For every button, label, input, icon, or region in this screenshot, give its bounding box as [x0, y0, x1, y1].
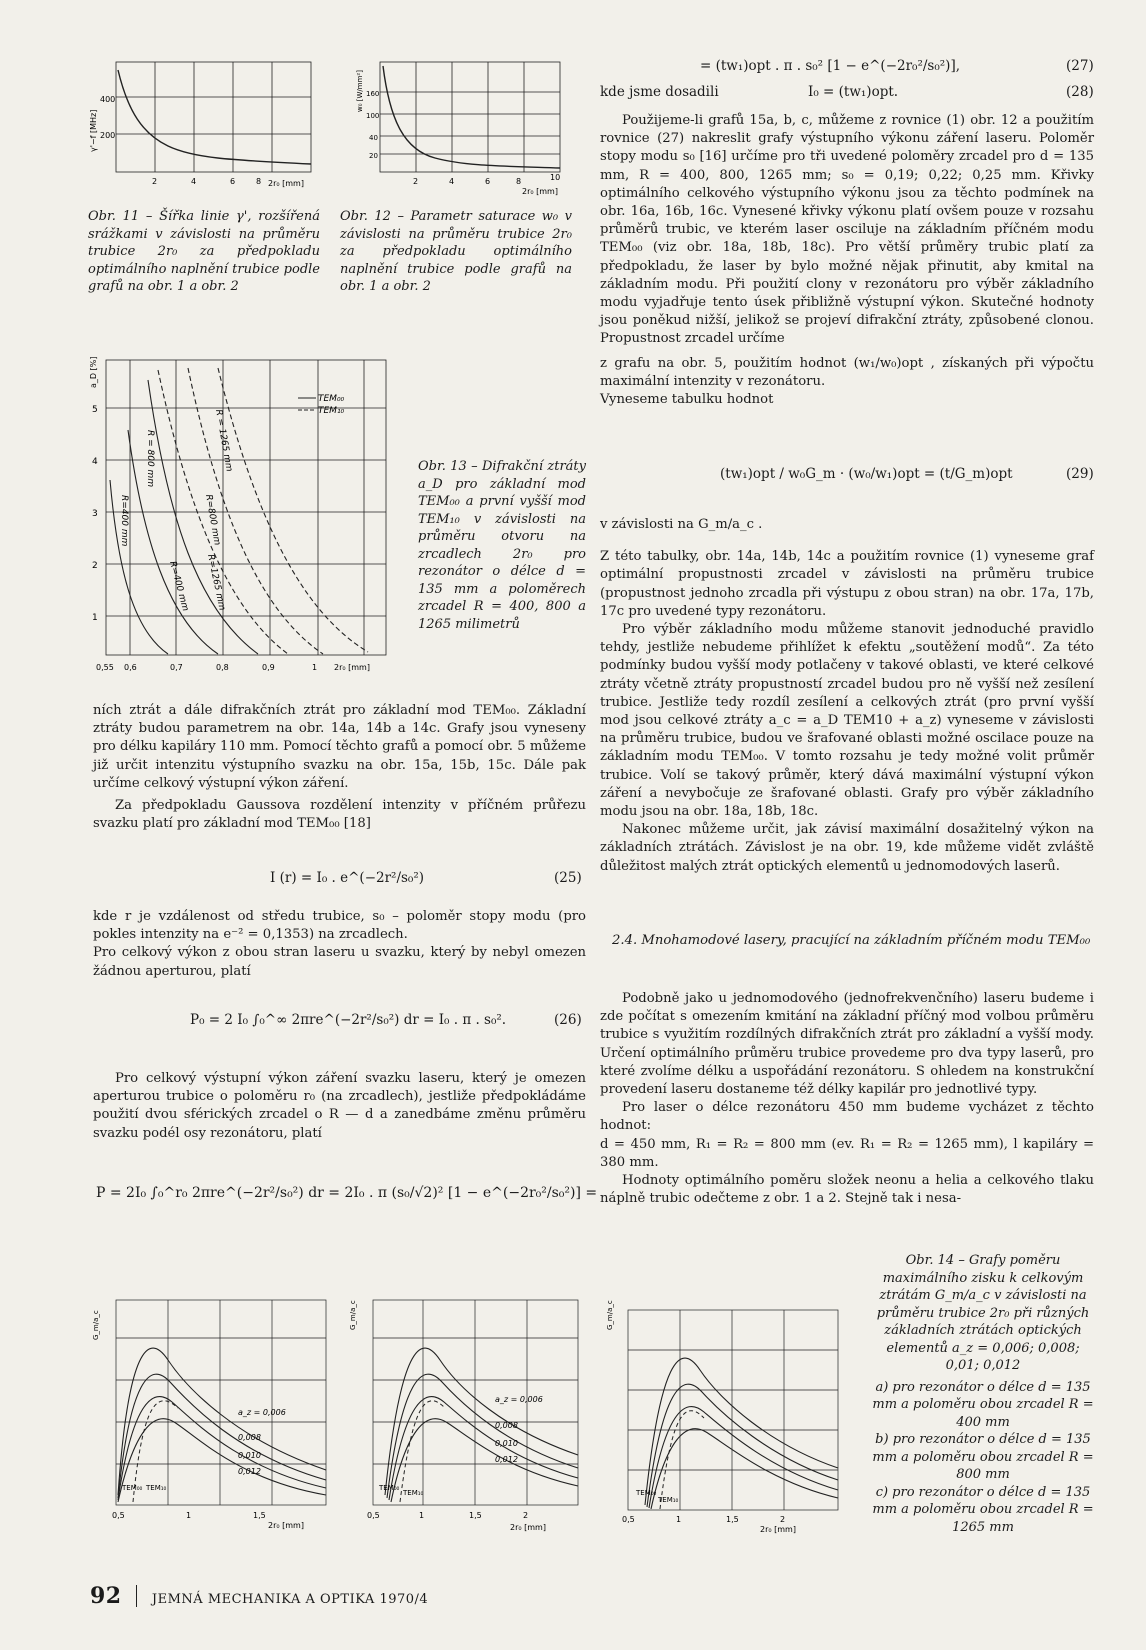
journal-name: JEMNÁ MECHANIKA A OPTIKA 1970/4 [151, 1592, 429, 1607]
figure-14b [345, 1290, 590, 1535]
equation-26: P₀ = 2 I₀ ∫₀^∞ 2πre^(−2r²/s₀²) dr = I₀ . π . s₀². [190, 1012, 507, 1028]
fig13-ytick: 2 [92, 561, 98, 571]
fig11-xtick: 8 [256, 177, 262, 186]
fig14b-series: 0,008 [495, 1421, 518, 1430]
fig14b-xtick: 2 [523, 1511, 529, 1520]
fig14a-ylabel: G_m/a_c [92, 1310, 100, 1340]
fig14-caption-item: a) pro rezonátor o délce d = 135 mm a poloměru obou zrcadel R = 400 mm [872, 1379, 1094, 1430]
fig11-ylabel: γ'−f [MHz] [89, 109, 98, 152]
fig11-xtick: 6 [230, 177, 236, 186]
fig11-xtick: 2 [152, 177, 158, 186]
fig14a-xtick: 0,5 [112, 1511, 125, 1520]
paragraph: v závislosti na G_m/a_c . [600, 517, 763, 532]
fig14a-mode: TEM₀₀ [122, 1484, 143, 1492]
fig14c-xtick: 2 [780, 1515, 786, 1524]
fig13-legend-tem00: TEM₀₀ [318, 394, 345, 404]
fig14b-xtick: 1,5 [469, 1511, 482, 1520]
fig12-ytick: 20 [369, 152, 378, 160]
fig14a-xtick: 1 [186, 1511, 192, 1520]
fig13-curve-label: R = 800 mm [145, 430, 155, 488]
fig13-curve-label: R=400 mm [119, 495, 129, 547]
fig13-xtick: 1 [312, 663, 318, 672]
paragraph: z grafu na obr. 5, použitím hodnot (w₁/w₀)opt , získaných při výpočtu maximální intenzity v rezonátoru. [600, 355, 1094, 389]
fig12-xtick: 2 [413, 177, 419, 186]
page-footer [90, 1583, 428, 1609]
fig14a-series: 0,012 [238, 1467, 261, 1476]
paragraph: Za předpokladu Gaussova rozdělení intenzity v příčném průřezu svazku platí pro základní mod TEM₀₀ [18] [93, 798, 586, 832]
fig13-ytick: 1 [92, 613, 98, 623]
fig14b-series: 0,010 [495, 1439, 518, 1448]
equation-number: (29) [1066, 466, 1094, 482]
left-column-2 [93, 908, 586, 981]
fig14a-mode: TEM₁₀ [146, 1484, 167, 1492]
page-number: 92 [90, 1583, 122, 1609]
figure-12 [350, 52, 590, 202]
fig14c-mode: TEM₁₀ [658, 1496, 679, 1504]
fig13-xtick: 0,8 [216, 663, 229, 672]
paragraph: Vyneseme tabulku hodnot [600, 392, 774, 408]
paragraph: ních ztrát a dále difrakčních ztrát pro základní mod TEM₀₀. Základní ztráty budou parametrem na obr. 14a, 14b a 14c. Grafy jsou vyneseny pro délku kapiláry 110 mm. Pomocí těchto grafů a pomocí obr. 5 můžeme již určit intenzitu výstupního svazku na obr. 15a, 15b, 15c. Dále pak určíme celkový výstupní výkon záření. [93, 703, 586, 791]
paragraph: Pro výběr základního modu můžeme stanovit jednoduché pravidlo tehdy, jestliže nebudeme přihlížet k efektu „soutěžení modů“. Za této podmínky budou vyšší mody potlačeny v takové oblasti, ve které celkové ztráty včetně ztráty propustností zrcadel budou pro ně vyšší než zesílení trubice. Jestliže tedy rozdíl zesílení a celkových ztrát (pro první vyšší mod jsou celkové ztráty a_c = a_D TEM10 + a_z) vyneseme v závislosti na průměru trubice, budou ve šrafované oblasti možné oscilace pouze na základním modu TEM₀₀. V tomto rozsahu je tedy možné volit průměr trubice. Volí se takový průměr, který dává maximální výstupní výkon záření a nevybočuje ze šrafované oblasti. Grafy pro výběr základního modu jsou na obr. 18a, 18b, 18c. [600, 622, 1094, 820]
fig11-ytick: 400 [100, 95, 116, 104]
right-column-3 [600, 990, 1094, 1208]
fig13-xtick: 0,9 [262, 663, 275, 672]
paragraph: Pro celkový výkon z obou stran laseru u svazku, který by nebyl omezen žádnou aperturou, platí [93, 945, 586, 979]
equation-28-label: kde jsme dosadili [600, 84, 719, 100]
fig12-xlabel: 2r₀ [mm] [522, 187, 558, 196]
equation-number: (25) [554, 870, 582, 886]
fig14c-ylabel: G_m/a_c [606, 1300, 614, 1330]
paragraph: kde r je vzdálenost od středu trubice, s₀ – poloměr stopy modu (pro pokles intenzity na e⁻² = 0,1353) na zrcadlech. [93, 909, 586, 943]
footer-divider [136, 1585, 137, 1607]
fig12-ytick: 100 [366, 112, 380, 120]
fig14b-xtick: 0,5 [367, 1511, 380, 1520]
fig12-ylabel: w₀ [W/mm²] [356, 70, 364, 112]
equation-25: I (r) = I₀ . e^(−2r²/s₀²) [270, 870, 425, 886]
fig14b-series: 0,012 [495, 1455, 518, 1464]
paragraph: Hodnoty optimálního poměru složek neonu a helia a celkového tlaku náplně trubic odečteme z obr. 1 a 2. Stejně tak i nesa- [600, 1173, 1094, 1207]
equation-p: P = 2I₀ ∫₀^r₀ 2πre^(−2r²/s₀²) dr = 2I₀ . π (s₀/√2)² [1 − e^(−2r₀²/s₀²)] = [96, 1185, 598, 1201]
figure-11 [88, 52, 328, 202]
fig14-caption-item: c) pro rezonátor o délce d = 135 mm a poloměru obou zrcadel R = 1265 mm [872, 1484, 1094, 1535]
fig14b-ylabel: G_m/a_c [349, 1300, 357, 1330]
fig13-xtick: 0,6 [124, 663, 137, 672]
fig14c-xlabel: 2r₀ [mm] [760, 1525, 796, 1534]
left-column [93, 702, 586, 833]
paragraph: d = 450 mm, R₁ = R₂ = 800 mm (ev. R₁ = R₂ = 1265 mm), l kapiláry = 380 mm. [600, 1136, 1094, 1170]
paragraph: Pro laser o délce rezonátoru 450 mm budeme vycházet z těchto hodnot: [600, 1100, 1094, 1134]
fig13-ytick: 4 [92, 457, 98, 467]
paragraph: Nakonec můžeme určit, jak závisí maximální dosažitelný výkon na základních ztrátách. Závislost je na obr. 19, kde můžeme vidět zvláště důležitost malých ztrát optických elementů u jednomodových laserů. [600, 822, 1094, 874]
fig13-xtick: 0,55 [96, 663, 114, 672]
paragraph: Podobně jako u jednomodového (jednofrekvenčního) laseru budeme i zde počítat s omezením kmitání na základní příčný mod volbou průměru trubice s využitím rozdílných difrakčních ztrát pro základní a vyšší mody. Určení optimálního průměru trubice provedeme pro dva typy laserů, pro které zvolíme délku a uspořádání rezonátoru. S ohledem na konstrukční provedení laseru dostaneme též délky kapilár pro jednotlivé typy. [600, 991, 1094, 1098]
fig13-curve-label: R = 1265 mm [213, 408, 234, 473]
fig14c-mode: TEM₀₀ [636, 1489, 657, 1497]
fig14a-series: a_z = 0,006 [238, 1408, 286, 1417]
figure-14a [88, 1290, 338, 1535]
fig12-ytick: 160 [366, 90, 380, 98]
fig13-xtick: 0,7 [170, 663, 183, 672]
fig14b-xlabel: 2r₀ [mm] [510, 1523, 546, 1532]
fig14c-xtick: 1,5 [726, 1515, 739, 1524]
paragraph: Pro celkový výstupní výkon záření svazku laseru, který je omezen aperturou trubice o poloměru r₀ (na zrcadlech), jestliže předpokládáme použití dvou sférických zrcadel o R — d a zanedbáme změnu průměru svazku podél osy rezonátoru, platí [93, 1071, 586, 1141]
fig14-caption-item: b) pro rezonátor o délce d = 135 mm a poloměru obou zrcadel R = 800 mm [872, 1432, 1094, 1482]
fig13-ytick: 5 [92, 405, 98, 415]
paragraph: Použijeme-li grafů 15a, b, c, můžeme z rovnice (1) obr. 12 a použitím rovnice (27) nakreslit grafy výstupního výkonu záření laseru. Poloměr stopy modu s₀ [16] určíme pro tři uvedené poloměry zrcadel pro d = 135 mm, R = 400, 800, 1265 mm; s₀ = 0,19; 0,22; 0,25 mm. Křivky optimálního celkového výstupního výkonu jsou za těchto podmínek na obr. 16a, 16b, 16c. Vynesené křivky výkonu platí ovšem pouze v rozsahu průměrů trubic, ve kterém laser osciluje na základním příčném modu TEM₀₀ (viz obr. 18a, 18b, 18c). Pro větší průměry trubic platí za předpokladu, že laser by bylo možné nějak přinutit, aby kmital na základním modu. Při použití clony v rezonátoru pro výběr základního modu vyjadřuje tento úsek přibližně výstupní výkon. Skutečné hodnoty jsou poněkud nižší, jelikož se projeví difrakční ztráty, způsobené clonou. Propustnost zrcadel určíme [600, 113, 1094, 347]
fig12-xtick: 4 [449, 177, 455, 186]
fig14a-series: 0,010 [238, 1451, 261, 1460]
fig11-xlabel: 2r₀ [mm] [268, 179, 304, 188]
fig11-caption: Obr. 11 – Šířka linie γ', rozšířená srážkami v závislosti na průměru trubice 2r₀ za předpokladu optimálního naplnění trubice podle grafů na obr. 1 a obr. 2 [88, 209, 320, 294]
fig13-ytick: 3 [92, 509, 98, 519]
fig14-caption-title: Obr. 14 – Grafy poměru maximálního zisku k celkovým ztrátám G_m/a_c v závislosti na průměru trubice 2r₀ při různých základních ztrátách optických elementů a_z = 0,006; 0,008; 0,01; 0,012 [876, 1253, 1090, 1373]
fig12-xtick: 10 [550, 173, 561, 182]
fig14a-xtick: 1,5 [253, 1511, 266, 1520]
equation-number: (28) [1066, 84, 1094, 100]
equation-28: I₀ = (tw₁)opt. [808, 84, 899, 100]
equation-29: (tw₁)opt / w₀G_m · (w₀/w₁)opt = (t/G_m)opt [720, 466, 1013, 482]
fig14b-xtick: 1 [419, 1511, 425, 1520]
fig13-curve-label: R=800 mm [203, 493, 222, 547]
fig13-curve-label: R=400 mm [167, 560, 191, 613]
fig14b-series: a_z = 0,006 [495, 1395, 543, 1404]
fig14c-xtick: 0,5 [622, 1515, 635, 1524]
fig13-ylabel: a_D [%] [89, 356, 98, 388]
paragraph: Z této tabulky, obr. 14a, 14b, 14c a použitím rovnice (1) vyneseme graf optimální propustnosti zrcadel v závislosti na průměru trubice (propustnost jednoho zrcadla při výstupu z obou stran) na obr. 17a, 17b, 17c pro uvedené typy rezonátoru. [600, 549, 1094, 619]
fig13-legend-tem10: TEM₁₀ [318, 406, 345, 416]
fig12-xtick: 8 [516, 177, 522, 186]
fig13-caption: Obr. 13 – Difrakční ztráty a_D pro základní mod TEM₀₀ a první vyšší mod TEM₁₀ v závislosti na průměru otvoru na zrcadlech 2r₀ pro rezonátor o délce d = 135 mm a poloměrech zrcadel R = 400, 800 a 1265 milimetrů [418, 459, 586, 632]
fig11-ytick: 200 [100, 131, 116, 140]
fig12-caption: Obr. 12 – Parametr saturace w₀ v závislosti na průměru trubice 2r₀ za předpokladu optimálního naplnění trubice podle grafů na obr. 1 a obr. 2 [340, 209, 572, 294]
fig12-ytick: 40 [369, 134, 378, 142]
fig13-xlabel: 2r₀ [mm] [334, 663, 370, 672]
figure-13 [88, 340, 408, 680]
fig12-xtick: 6 [485, 177, 491, 186]
fig14a-series: 0,008 [238, 1433, 261, 1442]
equation-number: (27) [1066, 58, 1094, 74]
section-heading: 2.4. Mnohamodové lasery, pracující na základním příčném modu TEM₀₀ [612, 933, 1091, 948]
right-column-2 [600, 516, 1094, 876]
equation-number: (26) [554, 1012, 582, 1028]
fig11-xtick: 4 [191, 177, 197, 186]
figure-14c [600, 1300, 850, 1535]
fig14b-mode: TEM₀₀ [379, 1484, 400, 1492]
fig14a-xlabel: 2r₀ [mm] [268, 1521, 304, 1530]
fig14-caption [868, 1252, 1098, 1536]
equation-27: = (tw₁)opt . π . s₀² [1 − e^(−2r₀²/s₀²)], [700, 58, 961, 74]
fig14b-mode: TEM₁₀ [403, 1489, 424, 1497]
fig14c-xtick: 1 [676, 1515, 682, 1524]
fig13-curve-label: R=1265 mm [205, 553, 227, 612]
right-column [600, 112, 1094, 409]
left-column-3 [93, 1070, 586, 1143]
